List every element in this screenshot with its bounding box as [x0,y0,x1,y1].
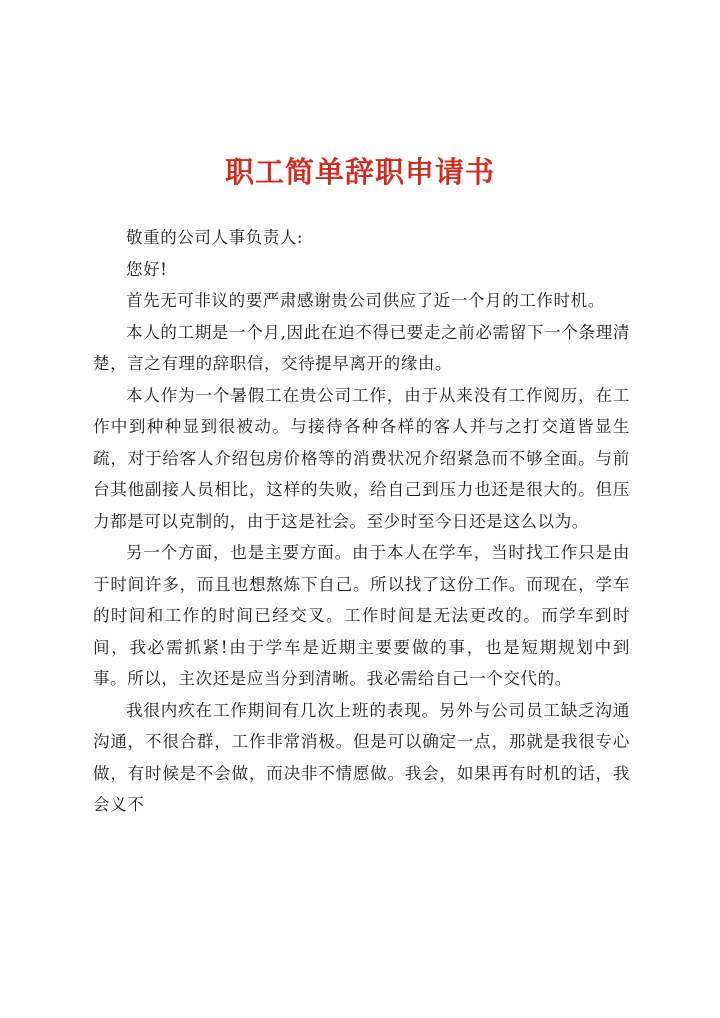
paragraph: 首先无可非议的要严肃感谢贵公司供应了近一个月的工作时机。 [126,291,605,310]
salutation-line: 敬重的公司人事负责人: [126,228,304,247]
paragraph: 我很内疚在工作期间有几次上班的表现。另外与公司员工缺乏沟通沟通，不很合群，工作非常消极。但是可以确定一点，那就是我很专心做，有时候是不会做，而决非不情愿做。我会，如果再有时机的话，我会义不 [93,700,630,814]
paragraph: 本人作为一个暑假工在贵公司工作，由于从来没有工作阅历，在工作中到种种显到很被动。与接待各种各样的客人并与之打交道皆显生疏，对于给客人介绍包房价格等的消费状况介绍紧急而不够全面。与前台其他副接人员相比，这样的失败，给自己到压力也还是很大的。但压力都是可以克制的，由于这是社会。至少时至今日还是这么以为。 [93,385,630,531]
letter-body [93,222,630,821]
document-title: 职工简单辞职申请书 [224,155,495,189]
paragraph: 另一个方面，也是主要方面。由于本人在学车，当时找工作只是由于时间许多，而且也想熬炼下自己。所以找了这份工作。而现在，学车的时间和工作的时间已经交叉。工作时间是无法更改的。而学车到时间，我必需抓紧!由于学车是近期主要要做的事，也是短期规划中到事。所以，主次还是应当分到清晰。我必需给自己一个交代的。 [93,543,630,688]
paragraph: 本人的工期是一个月,因此在迫不得已要走之前必需留下一个条理清楚，言之有理的辞职信，交待提早离开的缘由。 [93,322,630,373]
greeting-line: 您好! [126,259,168,279]
